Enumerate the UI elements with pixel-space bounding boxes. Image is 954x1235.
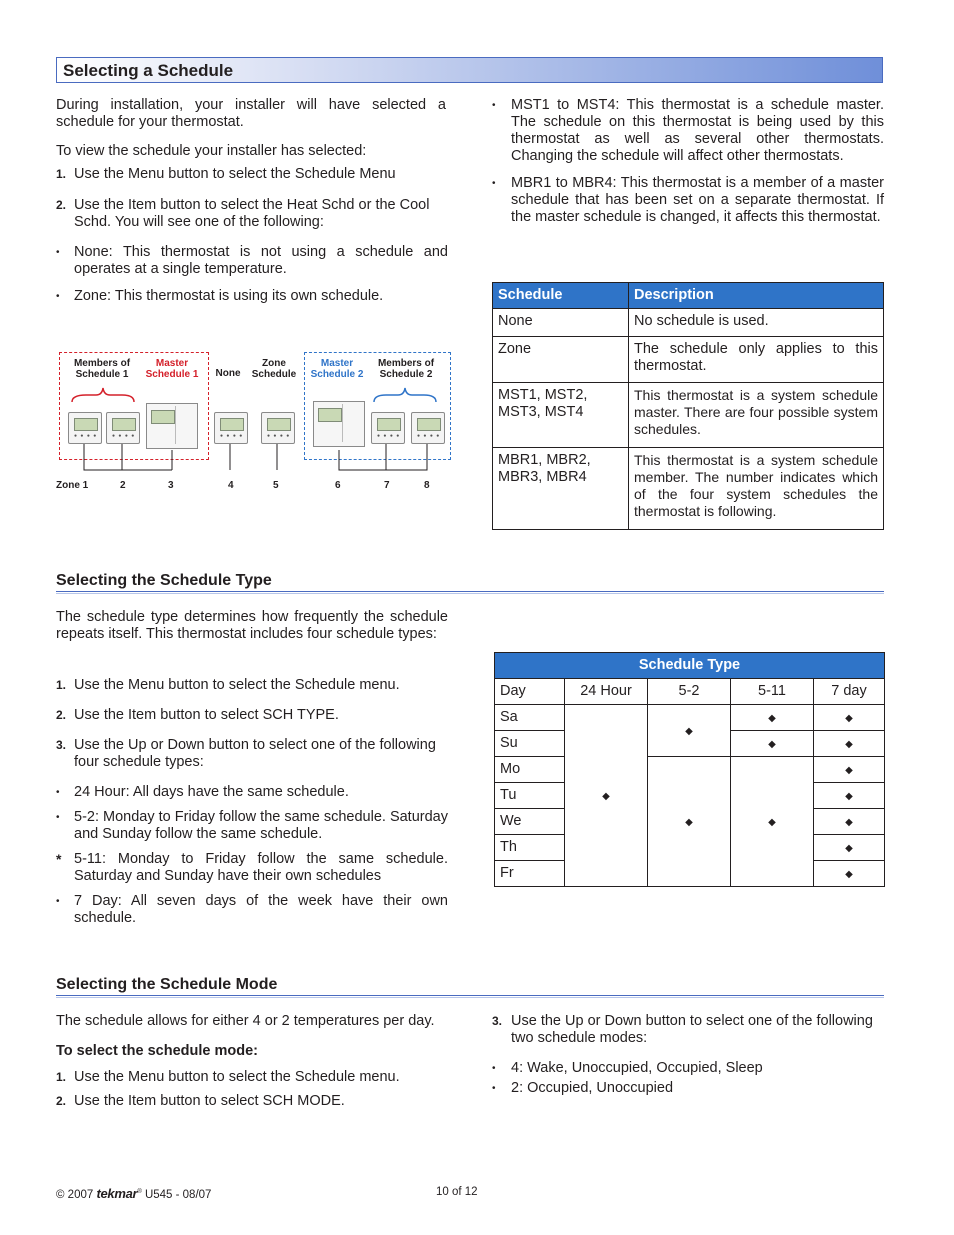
mark-5-11-su: ◆: [731, 731, 814, 757]
schedule-type-table-title: Schedule Type: [495, 653, 885, 679]
page-title: Selecting a Schedule: [63, 61, 234, 80]
footer-doc-code: U545 - 08/07: [144, 1189, 212, 1201]
type-step-1: 1. Use the Menu button to select the Schedule menu.: [56, 677, 400, 693]
schedule-type-table: [494, 652, 885, 887]
label-master-schedule-2: Master Schedule 2: [310, 358, 364, 380]
thermostat-zone-5: ● ● ● ●: [261, 412, 295, 444]
label-none: None: [215, 368, 241, 379]
intro-paragraph-1: During installation, your installer will have selected a schedule for your thermostat.: [56, 97, 446, 130]
thermostat-zone-6-master: [313, 401, 365, 447]
mark-5-11-sa: ◆: [731, 705, 814, 731]
footer-page-number: 10 of 12: [436, 1186, 478, 1198]
label-zone-schedule: Zone Schedule: [251, 358, 297, 380]
type-bullet-5-2: • 5-2: Monday to Friday follow the same schedule. Saturday and Sunday follow the same schedule.: [56, 809, 448, 842]
bullet-mst: • MST1 to MST4: This thermostat is a schedule master. The schedule on this thermostat is being used by this thermostat as well as several other thermostats. Changing the schedule will affect other thermostats.: [492, 97, 884, 164]
schedule-table-header-description: Description: [629, 283, 884, 309]
type-bullet-7-day: • 7 Day: All seven days of the week have their own schedule.: [56, 893, 448, 926]
type-step-2: 2. Use the Item button to select SCH TYPE.: [56, 707, 339, 723]
footer-brand-logo: tekmar: [96, 1186, 138, 1201]
zone-label-8: 8: [424, 480, 430, 491]
mode-bullet-4: • 4: Wake, Unoccupied, Occupied, Sleep: [492, 1060, 763, 1076]
table-row: Sa ◆ ◆ ◆ ◆: [495, 705, 885, 731]
schedule-type-paragraph: The schedule type determines how frequently the schedule repeats itself. This thermostat includes four schedule types:: [56, 609, 448, 642]
table-header-row: Day 24 Hour 5-2 5-11 7 day: [495, 679, 885, 705]
thermostat-zone-7: ● ● ● ●: [371, 412, 405, 444]
mark-5-2-weekend: ◆: [648, 705, 731, 757]
section-heading-bar: [56, 57, 883, 83]
table-row: Th ◆: [495, 835, 885, 861]
schedule-mode-paragraph: The schedule allows for either 4 or 2 temperatures per day.: [56, 1013, 435, 1029]
schedule-mode-rule: [56, 995, 884, 998]
type-step-3: 3. Use the Up or Down button to select one of the following four schedule types:: [56, 737, 436, 770]
mark-7-day-th: ◆: [814, 835, 885, 861]
schedule-table-header-schedule: Schedule: [493, 283, 629, 309]
zone-label-5: 5: [273, 480, 279, 491]
zone-label-1: Zone 1: [56, 480, 89, 491]
mark-7-day-sa: ◆: [814, 705, 885, 731]
footer-left: © 2007 tekmar® U545 - 08/07: [56, 1186, 212, 1201]
thermostat-zone-3-master: [146, 403, 198, 449]
schedule-type-heading: Selecting the Schedule Type: [56, 572, 272, 589]
label-members-schedule-2: Members of Schedule 2: [377, 358, 435, 380]
label-members-schedule-1: Members of Schedule 1: [73, 358, 131, 380]
table-row: Tu ◆: [495, 783, 885, 809]
bullet-mbr: • MBR1 to MBR4: This thermostat is a member of a master schedule that has been set on a separate thermostat. If the master schedule is changed, it affects this thermostat.: [492, 175, 884, 225]
table-row: Zone The schedule only applies to this thermostat.: [493, 337, 884, 383]
zone-label-7: 7: [384, 480, 390, 491]
schedule-table: [492, 282, 884, 530]
intro-step-2: 2. Use the Item button to select the Heat Schd or the Cool Schd. You will see one of the following:: [56, 197, 430, 230]
schedule-mode-heading: Selecting the Schedule Mode: [56, 976, 278, 993]
thermostat-zone-1: ● ● ● ●: [68, 412, 102, 444]
intro-step-1: 1. Use the Menu button to select the Schedule Menu: [56, 166, 396, 182]
mark-7-day-su: ◆: [814, 731, 885, 757]
table-row: We ◆: [495, 809, 885, 835]
mark-7-day-mo: ◆: [814, 757, 885, 783]
mark-5-11-weekday: ◆: [731, 757, 814, 887]
table-row: Fr ◆: [495, 861, 885, 887]
thermostat-zone-4: ● ● ● ●: [214, 412, 248, 444]
mode-step-2: 2. Use the Item button to select SCH MODE.: [56, 1093, 345, 1109]
zone-label-3: 3: [168, 480, 174, 491]
zone-label-2: 2: [120, 480, 126, 491]
table-row: None No schedule is used.: [493, 309, 884, 337]
schedule-diagram: [56, 350, 452, 495]
mark-5-2-weekday: ◆: [648, 757, 731, 887]
mark-7-day-fr: ◆: [814, 861, 885, 887]
intro-paragraph-2: To view the schedule your installer has selected:: [56, 143, 367, 159]
type-bullet-5-11: * 5-11: Monday to Friday follow the same schedule. Saturday and Sunday have their own schedules: [56, 851, 448, 884]
footer-copyright: © 2007: [56, 1189, 94, 1201]
schedule-type-rule: [56, 591, 884, 594]
mark-7-day-we: ◆: [814, 809, 885, 835]
type-bullet-24-hour: • 24 Hour: All days have the same schedule.: [56, 784, 349, 800]
zone-label-4: 4: [228, 480, 234, 491]
thermostat-zone-2: ● ● ● ●: [106, 412, 140, 444]
thermostat-zone-8: ● ● ● ●: [411, 412, 445, 444]
table-row: MST1, MST2, MST3, MST4 This thermostat is a system schedule master. There are four possible system schedules.: [493, 383, 884, 448]
bullet-none: • None: This thermostat is not using a schedule and operates at a single temperature.: [56, 244, 448, 277]
table-row: MBR1, MBR2, MBR3, MBR4 This thermostat is a system schedule member. The number indicates which of the four system schedules the thermostat is following.: [493, 448, 884, 530]
mode-step-3: 3. Use the Up or Down button to select one of the following two schedule modes:: [492, 1013, 873, 1046]
label-master-schedule-1: Master Schedule 1: [145, 358, 199, 380]
table-row: Mo ◆ ◆ ◆: [495, 757, 885, 783]
mark-7-day-tu: ◆: [814, 783, 885, 809]
table-row: Su ◆ ◆: [495, 731, 885, 757]
zone-label-6: 6: [335, 480, 341, 491]
schedule-mode-subheading: To select the schedule mode:: [56, 1043, 258, 1059]
bullet-zone: • Zone: This thermostat is using its own schedule.: [56, 288, 384, 304]
mode-step-1: 1. Use the Menu button to select the Schedule menu.: [56, 1069, 400, 1085]
mode-bullet-2: • 2: Occupied, Unoccupied: [492, 1080, 674, 1096]
mark-24-hour: ◆: [565, 705, 648, 887]
